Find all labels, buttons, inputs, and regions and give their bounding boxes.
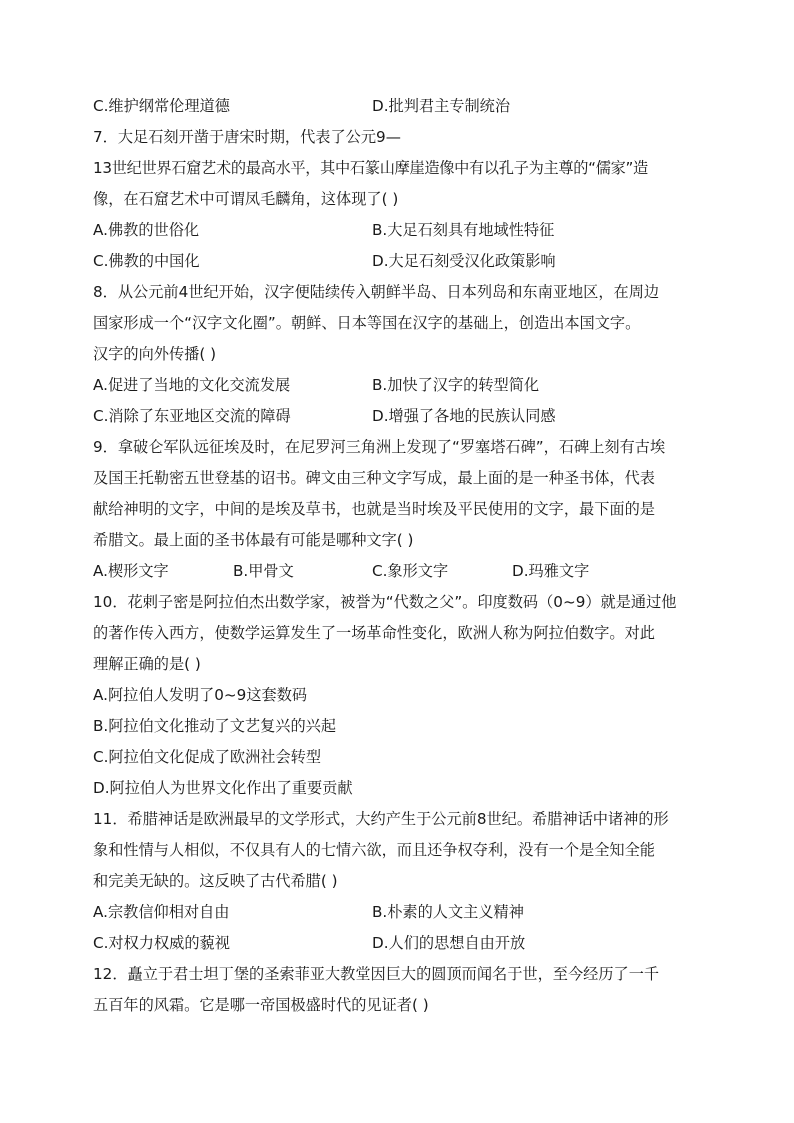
q12-stem-line-2: 五百年的风霜。它是哪一帝国极盛时代的见证者( ) [93,996,429,1014]
q9-stem-line-4: 希腊文。最上面的圣书体最有可能是哪种文字( ) [93,531,414,549]
q10-option-b: B.阿拉伯文化推动了文艺复兴的兴起 [93,717,337,735]
q11-option-c: C.对权力权威的藐视 [93,934,230,952]
q9-option-a: A.楔形文字 [93,562,169,580]
q8-option-c: C.消除了东亚地区交流的障碍 [93,407,291,425]
q7-option-a: A.佛教的世俗化 [93,221,200,239]
q12-stem-line-1: 12．矗立于君士坦丁堡的圣索菲亚大教堂因巨大的圆顶而闻名于世，至今经历了一千 [93,965,660,983]
q11-stem-line-1: 11．希腊神话是欧洲最早的文学形式，大约产生于公元前8世纪。希腊神话中诸神的形 [93,810,669,828]
q9-stem-line-2: 及国王托勒密五世登基的诏书。碑文由三种文字写成，最上面的是一种圣书体，代表 [93,469,655,487]
q8-stem-line-2: 国家形成一个“汉字文化圈”。朝鲜、日本等国在汉字的基础上，创造出本国文字。 [93,314,641,332]
q9-option-d: D.玛雅文字 [512,562,590,580]
q9-stem-line-3: 献给神明的文字，中间的是埃及草书，也就是当时埃及平民使用的文字，最下面的是 [93,500,655,518]
q10-stem-line-2: 的著作传入西方，使数学运算发生了一场革命性变化，欧洲人称为阿拉伯数字。对此 [93,624,655,642]
q7-options-row-2 [93,246,703,277]
q6-options-row-2 [93,91,703,122]
q11-stem-line-3: 和完美无缺的。这反映了古代希腊( ) [93,872,338,890]
q6-option-d: D.批判君主专制统治 [372,97,511,115]
q11-option-a: A.宗教信仰相对自由 [93,903,230,921]
q6-option-c: C.维护纲常伦理道德 [93,97,230,115]
q7-options-row-1 [93,215,703,246]
q10-stem-line-1: 10．花剌子密是阿拉伯杰出数学家，被誉为“代数之父”。印度数码（0~9）就是通过他 [93,593,677,611]
q9-stem-line-1: 9．拿破仑军队远征埃及时，在尼罗河三角洲上发现了“罗塞塔石碑”，石碑上刻有古埃 [93,438,666,456]
q7-option-c: C.佛教的中国化 [93,252,200,270]
q8-option-b: B.加快了汉字的转型简化 [372,376,540,394]
q11-option-d: D.人们的思想自由开放 [372,934,526,952]
q8-options-row-2 [93,401,703,432]
q7-stem-line-1: 7．大足石刻开凿于唐宋时期，代表了公元9— [93,128,401,146]
q8-stem-line-3: 汉字的向外传播( ) [93,345,216,363]
q10-stem-line-3: 理解正确的是( ) [93,655,201,673]
exam-page [93,91,703,1021]
q10-option-c: C.阿拉伯文化促成了欧洲社会转型 [93,748,322,766]
q9-options-row [93,556,703,587]
q11-options-row-2 [93,928,703,959]
q8-options-row-1 [93,370,703,401]
q7-option-d: D.大足石刻受汉化政策影响 [372,252,556,270]
q11-option-b: B.朴素的人文主义精神 [372,903,524,921]
q8-option-d: D.增强了各地的民族认同感 [372,407,556,425]
q7-stem-line-2: 13世纪世界石窟艺术的最高水平，其中石篆山摩崖造像中有以孔子为主尊的“儒家”造 [93,159,648,177]
q10-option-d: D.阿拉伯人为世界文化作出了重要贡献 [93,779,353,797]
q9-option-b: B.甲骨文 [233,562,294,580]
q7-option-b: B.大足石刻具有地域性特征 [372,221,555,239]
q7-stem-line-3: 像，在石窟艺术中可谓凤毛麟角，这体现了( ) [93,190,399,208]
q8-option-a: A.促进了当地的文化交流发展 [93,376,291,394]
q11-stem-line-2: 象和性情与人相似，不仅具有人的七情六欲，而且还争权夺利，没有一个是全知全能 [93,841,655,859]
q10-option-a: A.阿拉伯人发明了0~9这套数码 [93,686,308,704]
q11-options-row-1 [93,897,703,928]
q8-stem-line-1: 8．从公元前4世纪开始，汉字便陆续传入朝鲜半岛、日本列岛和东南亚地区，在周边 [93,283,660,301]
q9-option-c: C.象形文字 [372,562,449,580]
